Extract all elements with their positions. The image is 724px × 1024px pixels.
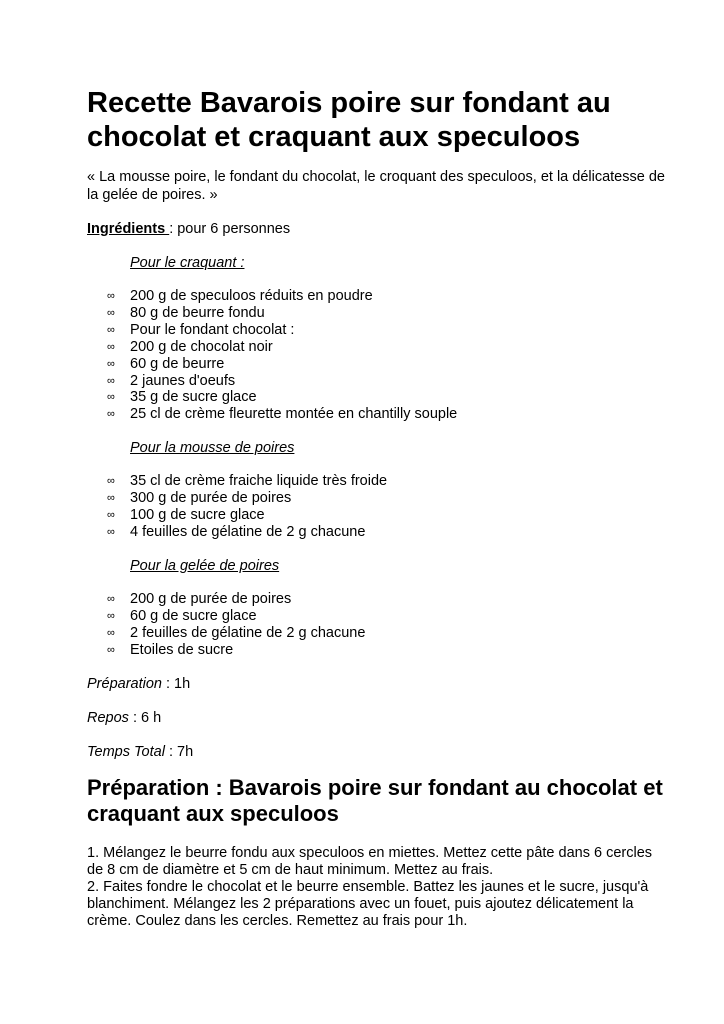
preparation-steps xyxy=(87,845,667,930)
total-time: Temps Total : 7h xyxy=(87,743,194,760)
infinity-bullet-icon: ∞ xyxy=(107,626,115,639)
infinity-bullet-icon: ∞ xyxy=(107,374,115,387)
list-item: ∞ 2 jaunes d'oeufs xyxy=(107,372,236,389)
list-item: ∞ Pour le fondant chocolat : xyxy=(107,321,295,338)
preparation-heading: Préparation : Bavarois poire sur fondant au chocolat et craquant aux speculoos xyxy=(87,774,663,826)
infinity-bullet-icon: ∞ xyxy=(107,391,115,404)
infinity-bullet-icon: ∞ xyxy=(107,290,115,302)
list-item: ∞ 2 feuilles de gélatine de 2 g chacune xyxy=(107,624,366,641)
step-1: 1. Mélangez le beurre fondu aux speculoos en miettes. Mettez cette pâte dans 6 cercles de 8 cm de diamètre et 5 cm de haut minimum. Mettez au frais. xyxy=(87,844,653,878)
section-heading-gelee: Pour la gelée de poires xyxy=(130,557,280,574)
list-item: ∞ 200 g de chocolat noir xyxy=(107,338,273,355)
list-item: ∞ 100 g de sucre glace xyxy=(107,507,265,524)
infinity-bullet-icon: ∞ xyxy=(107,323,115,336)
ingredients-servings: : pour 6 personnes xyxy=(169,221,291,237)
list-item: ∞ 60 g de sucre glace xyxy=(107,607,257,624)
recipe-document xyxy=(87,86,667,930)
infinity-bullet-icon: ∞ xyxy=(107,475,115,488)
section-heading-craquant: Pour le craquant : xyxy=(130,255,245,271)
step-2: 2. Faites fondre le chocolat et le beurre ensemble. Battez les jaunes et le sucre, jusqu'à blanchiment. Mélangez les 2 préparations avec un fouet, puis ajoutez délicatement la crème. Coulez dans les cercles. Remettez au frais pour 1h. xyxy=(87,878,649,929)
list-item: ∞ 200 g de speculoos réduits en poudre xyxy=(107,288,373,304)
list-item: ∞ 60 g de beurre xyxy=(107,355,225,372)
ingredient-list-mousse xyxy=(87,473,667,541)
list-item: ∞ 25 cl de crème fleurette montée en chantilly souple xyxy=(107,406,458,423)
ingredient-list-gelee xyxy=(87,591,667,659)
infinity-bullet-icon: ∞ xyxy=(107,509,115,522)
infinity-bullet-icon: ∞ xyxy=(107,643,115,656)
list-item: ∞ 80 g de beurre fondu xyxy=(107,304,265,321)
ingredients-line xyxy=(87,221,667,238)
infinity-bullet-icon: ∞ xyxy=(107,306,115,319)
infinity-bullet-icon: ∞ xyxy=(107,492,115,505)
infinity-bullet-icon: ∞ xyxy=(107,592,115,605)
infinity-bullet-icon: ∞ xyxy=(107,408,115,421)
infinity-bullet-icon: ∞ xyxy=(107,609,115,622)
infinity-bullet-icon: ∞ xyxy=(107,357,115,370)
ingredient-list-craquant xyxy=(87,288,667,423)
recipe-title: Recette Bavarois poire sur fondant au chocolat et craquant aux speculoos xyxy=(87,87,611,153)
list-item: ∞ 4 feuilles de gélatine de 2 g chacune xyxy=(107,523,366,540)
infinity-bullet-icon: ∞ xyxy=(107,340,115,353)
list-item: ∞ 200 g de purée de poires xyxy=(107,590,292,607)
list-item: ∞ 35 g de sucre glace xyxy=(107,389,257,406)
list-item: ∞ 300 g de purée de poires xyxy=(107,490,292,507)
preparation-time: Préparation : 1h xyxy=(87,675,191,692)
intro-quote: « La mousse poire, le fondant du chocolat, le croquant des speculoos, et la délicatesse de la gelée de poires. » xyxy=(87,169,665,203)
rest-time: Repos : 6 h xyxy=(87,709,162,726)
list-item: ∞ 35 cl de crème fraiche liquide très froide xyxy=(107,473,388,490)
ingredients-label: Ingrédients xyxy=(87,221,170,237)
list-item: ∞ Etoiles de sucre xyxy=(107,641,234,658)
section-heading-mousse: Pour la mousse de poires xyxy=(130,440,295,457)
infinity-bullet-icon: ∞ xyxy=(107,525,115,538)
